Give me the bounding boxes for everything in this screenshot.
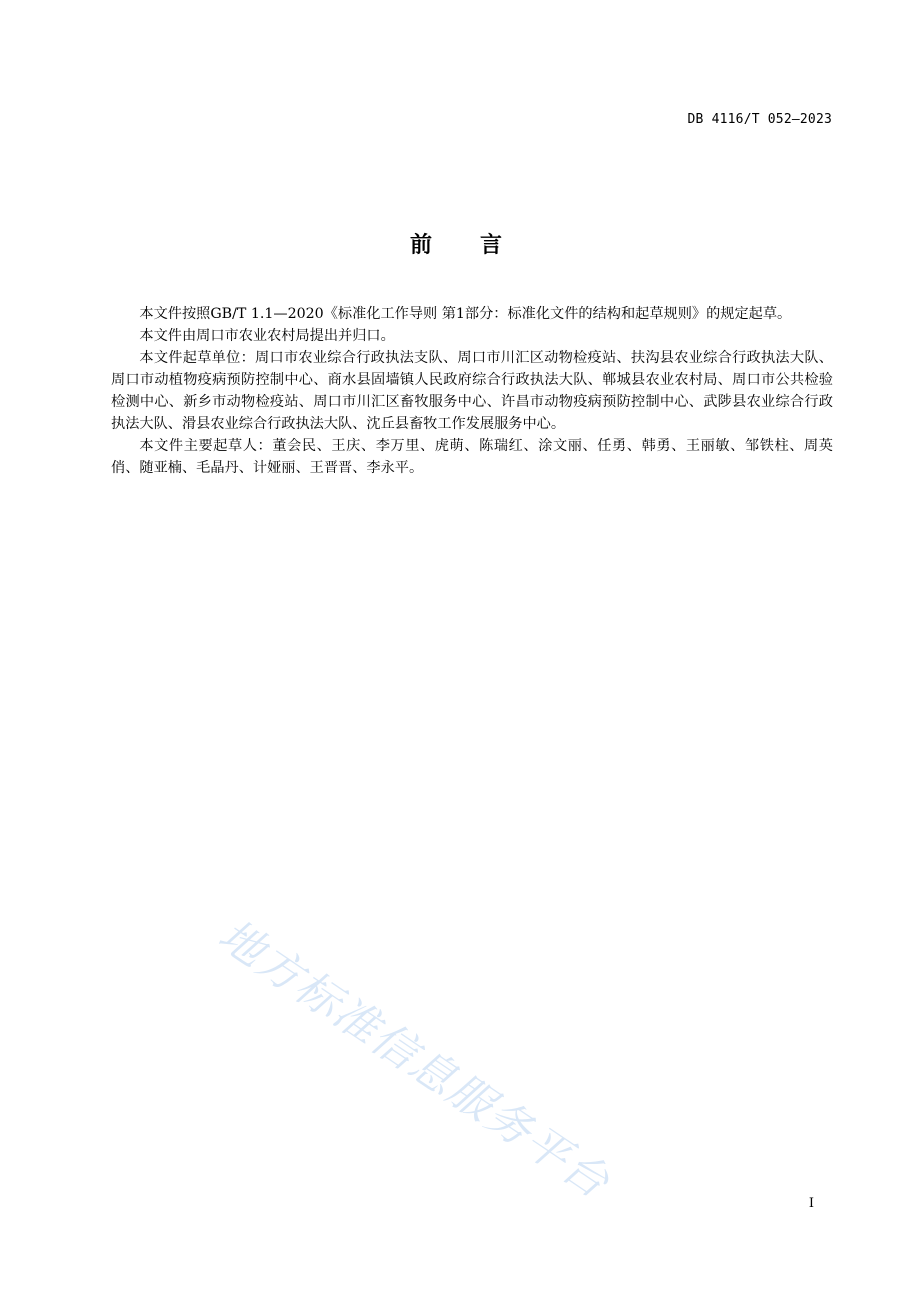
paragraph-drafting-basis: 本文件按照GB/T 1.1—2020《标准化工作导则 第1部分：标准化文件的结构和起草规则》的规定起草。	[139, 306, 792, 322]
watermark-text: 地方标准信息服务平台	[209, 909, 620, 1210]
page-title: 前言	[409, 233, 550, 258]
paragraph-proposer: 本文件由周口市农业农村局提出并归口。	[139, 328, 395, 344]
foreword-body	[111, 303, 833, 479]
document-code: DB 4116/T 052—2023	[687, 112, 832, 127]
page-number: I	[808, 1196, 814, 1211]
paragraph-main-drafters: 本文件主要起草人：董会民、王庆、李万里、虎萌、陈瑞红、涂文丽、任勇、韩勇、王丽敏、邹铁柱、周英俏、随亚楠、毛晶丹、计娅丽、王晋晋、李永平。	[111, 438, 833, 476]
paragraph-drafting-units: 本文件起草单位：周口市农业综合行政执法支队、周口市川汇区动物检疫站、扶沟县农业综合行政执法大队、周口市动植物疫病预防控制中心、商水县固墙镇人民政府综合行政执法大队、郸城县农业农村局、周口市公共检验检测中心、新乡市动物检疫站、周口市川汇区畜牧服务中心、许昌市动物疫病预防控制中心、武陟县农业综合行政执法大队、滑县农业综合行政执法大队、沈丘县畜牧工作发展服务中心。	[111, 350, 833, 432]
